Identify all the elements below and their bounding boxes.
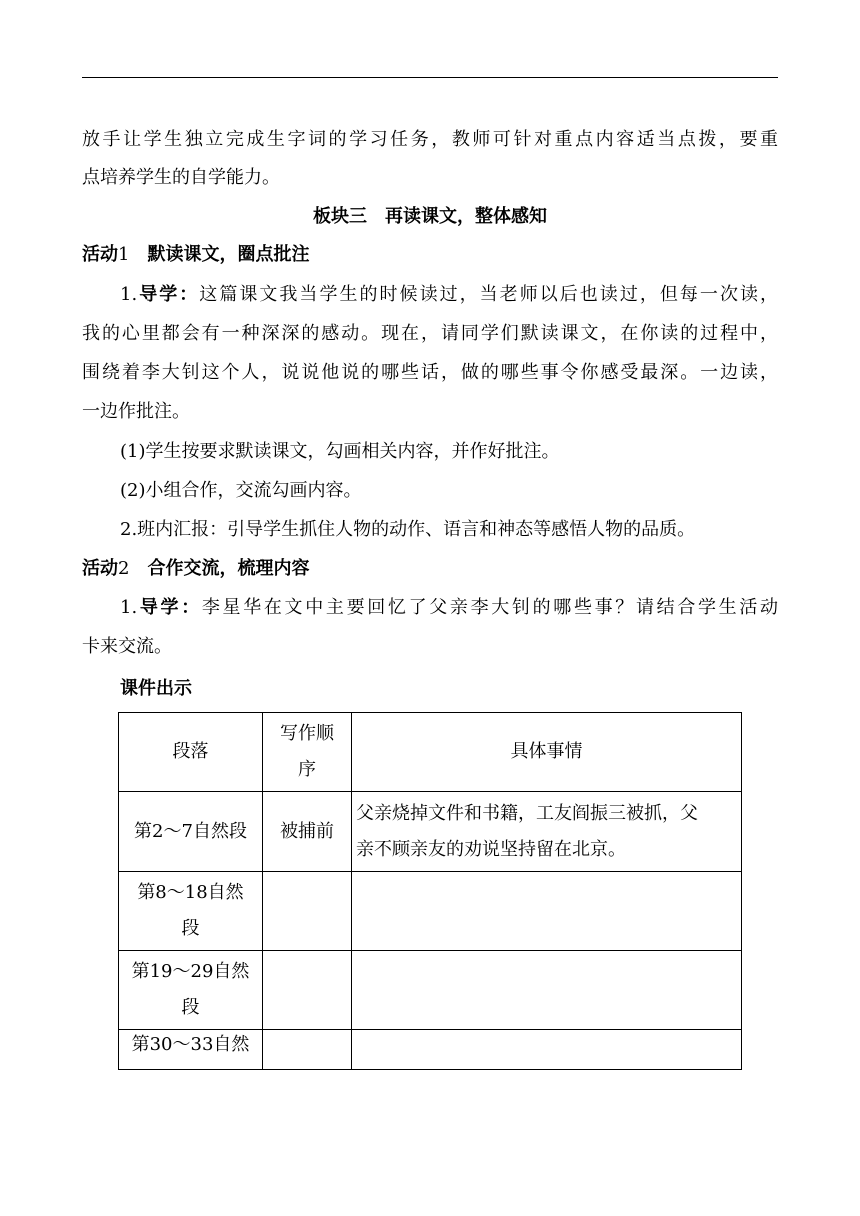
row-1-event-line-2: 亲不顾亲友的劝说坚持留在北京。 [356,838,626,860]
intro-line-2: 点培养学生的自学能力。 [82,167,280,188]
activity-2-item-1-line-2: 卡来交流。 [82,636,172,657]
courseware-label: 课件出示 [120,678,192,699]
activity-1-label: 活动 [82,244,118,265]
activity-2-title: 合作交流，梳理内容 [147,558,310,579]
header-order [263,713,352,792]
header-order-line-2: 序 [298,759,316,780]
header-event: 具体事情 [352,713,742,792]
row-4-para: 第30～33自然 [119,1030,263,1070]
row-1-event-line-1: 父亲烧掉文件和书籍，工友阎振三被抓，父 [356,802,698,824]
row-1-order: 被捕前 [263,792,352,872]
row-1-para: 第2～7自然段 [119,792,263,872]
header-rule [82,77,778,78]
activity-1-item-1-line-4: 一边作批注。 [82,401,190,422]
activity-1-item-1-label: 导学： [137,284,200,305]
row-2-para [119,872,263,951]
activity-1-number: 1 [118,244,130,265]
table-row [119,1030,742,1070]
activity-1-item-2: 2.班内汇报：引导学生抓住人物的动作、语言和神态等感悟人物的品质。 [120,519,696,540]
activity-1-item-1-line-3: 围绕着李大钊这个人，说说他说的哪些话，做的哪些事令你感受最深。一边读， [82,362,778,383]
activity-1-sub-1: (1)学生按要求默读课文，勾画相关内容，并作好批注。 [120,441,560,462]
activity-2-heading [82,557,778,581]
row-3-order [263,951,352,1030]
row-2-order [263,872,352,951]
activity-2-item-1-text: 李星华在文中主要回忆了父亲李大钊的哪些事？请结合学生活动 [201,597,778,618]
activity-2-label: 活动 [82,558,118,579]
row-4-order [263,1030,352,1070]
activity-2-item-1-line-1 [120,596,778,620]
table-header-row [119,713,742,792]
row-3-para [119,951,263,1030]
activity-1-item-1-line-2: 我的心里都会有一种深深的感动。现在，请同学们默读课文，在你读的过程中， [82,323,778,344]
table-row [119,951,742,1030]
row-2-para-line-1: 第8～18自然 [137,882,244,903]
activity-1-item-1-line-1 [120,283,778,307]
row-3-event [352,951,742,1030]
table-row [119,872,742,951]
activity-1-title: 默读课文，圈点批注 [147,244,310,265]
activity-2-number: 2 [118,558,130,579]
row-3-para-line-2: 段 [181,997,200,1018]
section-title: 板块三 再读课文，整体感知 [313,206,547,227]
header-order-line-1: 写作顺 [280,723,334,744]
activity-1-item-1-text: 这篇课文我当学生的时候读过，当老师以后也读过，但每一次读， [199,284,779,305]
activity-1-item-1-num: 1. [120,284,138,305]
activity-1-heading [82,243,778,267]
activity-2-item-1-label: 导学： [137,597,202,618]
events-table [118,712,742,1070]
row-2-event [352,872,742,951]
activity-1-sub-2: (2)小组合作，交流勾画内容。 [120,480,362,501]
row-4-event [352,1030,742,1070]
activity-2-item-1-num: 1. [120,597,138,618]
table-row [119,792,742,872]
intro-line-1: 放手让学生独立完成生字词的学习任务，教师可针对重点内容适当点拨，要重 [82,129,778,150]
row-1-event [352,792,742,872]
row-3-para-line-1: 第19～29自然 [131,961,250,982]
header-para: 段落 [119,713,263,792]
row-2-para-line-2: 段 [181,918,200,939]
